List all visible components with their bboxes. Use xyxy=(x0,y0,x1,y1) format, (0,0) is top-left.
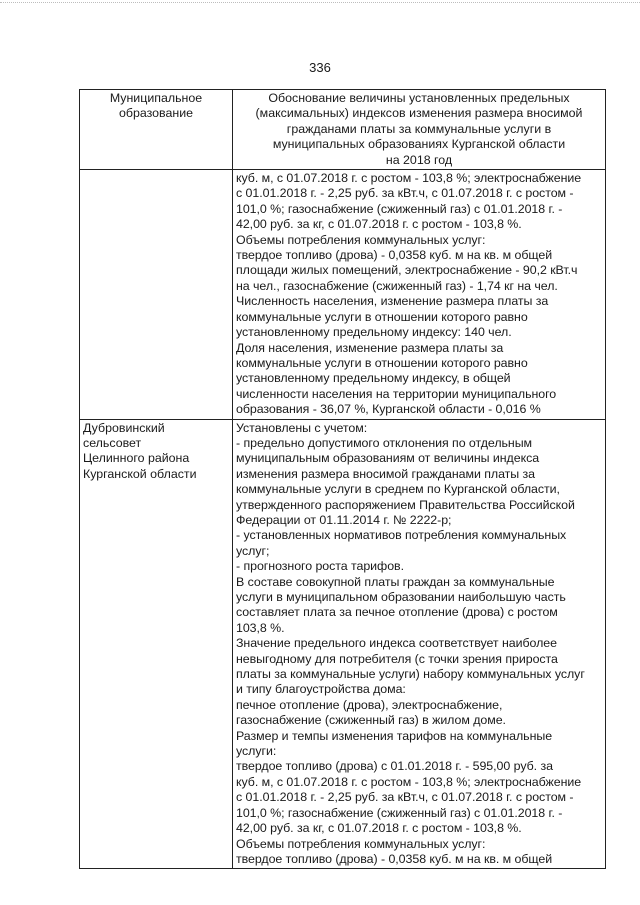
justification-line: - установленных нормативов потребления коммунальных xyxy=(236,528,567,543)
justification-line: площади жилых помещений, электроснабжение - 90,2 кВт.ч xyxy=(236,263,578,278)
justification-line: изменения размера вносимой гражданами платы за xyxy=(236,466,536,481)
justification-line: твердое топливо (дрова) - 0,0358 куб. м на кв. м общей xyxy=(236,248,553,263)
justification-line: 42,00 руб. за кг, с 01.07.2018 г. с ростом - 103,8 %. xyxy=(236,821,522,836)
justification-line: муниципальным образованиям от величины индекса xyxy=(236,451,540,466)
justification-line: составляет плата за печное отопление (дрова) с ростом xyxy=(236,605,558,620)
justification-line: и типу благоустройства дома: xyxy=(236,682,406,697)
justification-line: коммунальные услуги в отношении которого равно xyxy=(236,309,528,324)
justification-line: Объемы потребления коммунальных услуг: xyxy=(236,836,486,851)
header-line: (максимальных) индексов изменения размера вносимой xyxy=(255,106,583,121)
justification-line: коммунальные услуги в среднем по Курганской области, xyxy=(236,482,560,497)
justification-line: установленному предельному индексу: 140 чел. xyxy=(236,325,512,340)
justification-cell xyxy=(233,170,606,420)
justification-line: услуг; xyxy=(236,543,270,558)
municipality-line: Дубровинский xyxy=(83,420,165,435)
justification-line: - прогнозного роста тарифов. xyxy=(236,559,404,574)
justification-line: В составе совокупной платы граждан за коммунальные xyxy=(236,574,555,589)
header-justification xyxy=(233,90,606,170)
header-line: Муниципальное xyxy=(109,91,203,105)
justification-line: услуги в муниципальном образовании наибольшую часть xyxy=(236,590,566,604)
header-municipality xyxy=(80,90,233,170)
justification-line: Доля населения, изменение размера платы за xyxy=(236,340,504,355)
justification-line: куб. м, с 01.07.2018 г. с ростом - 103,8 %; электроснабжение xyxy=(236,774,582,789)
tariff-table xyxy=(79,89,606,869)
justification-line: на чел., газоснабжение (сжиженный газ) - 1,74 кг на чел. xyxy=(236,278,558,293)
header-line: Обоснование величины установленных предельных xyxy=(268,91,570,105)
header-line: образование xyxy=(118,106,194,121)
justification-line: 101,0 %; газоснабжение (сжиженный газ) с 01.01.2018 г. - xyxy=(236,201,563,216)
justification-line: печное отопление (дрова), электроснабжение, xyxy=(236,697,503,712)
header-line: гражданами платы за коммунальные услуги в xyxy=(286,121,552,136)
table-header-row xyxy=(80,90,606,170)
page-number: 336 xyxy=(309,60,331,75)
justification-line: 101,0 %; газоснабжение (сжиженный газ) с 01.01.2018 г. - xyxy=(236,805,563,820)
municipality-line: сельсовет xyxy=(83,435,142,450)
justification-line: твердое топливо (дрова) - 0,0358 куб. м на кв. м общей xyxy=(236,851,553,866)
justification-line: образования - 36,07 %, Курганской области - 0,016 % xyxy=(236,402,541,417)
justification-cell xyxy=(233,419,606,869)
justification-line: установленному предельному индексу, в общей xyxy=(236,371,511,386)
justification-line: невыгодному для потребителя (с точки зрения прироста xyxy=(236,651,558,666)
header-line: на 2018 год xyxy=(385,152,453,167)
table-row xyxy=(80,419,606,869)
scan-edge xyxy=(0,2,640,4)
justification-line: Установлены с учетом: xyxy=(236,420,368,435)
table-row xyxy=(80,170,606,420)
justification-line: численности населения на территории муниципального xyxy=(236,386,557,401)
justification-line: Численность населения, изменение размера платы за xyxy=(236,294,549,309)
justification-line: коммунальные услуги в отношении которого равно xyxy=(236,355,528,370)
page-bottom xyxy=(0,893,640,905)
municipality-cell xyxy=(80,170,233,420)
justification-line: 42,00 руб. за кг, с 01.07.2018 г. с ростом - 103,8 %. xyxy=(236,217,522,232)
justification-line: куб. м, с 01.07.2018 г. с ростом - 103,8 %; электроснабжение xyxy=(236,171,582,186)
justification-line: газоснабжение (сжиженный газ) в жилом доме. xyxy=(236,713,506,728)
municipality-line: Целинного района xyxy=(83,451,190,466)
municipality-line: Курганской области xyxy=(83,466,197,481)
justification-line: с 01.01.2018 г. - 2,25 руб. за кВт.ч, с 01.07.2018 г. с ростом - xyxy=(236,790,574,805)
justification-line: Размер и темпы изменения тарифов на коммунальные xyxy=(236,728,553,743)
justification-line: Федерации от 01.11.2014 г. № 2222-р; xyxy=(236,512,452,527)
justification-line: с 01.01.2018 г. - 2,25 руб. за кВт.ч, с 01.07.2018 г. с ростом - xyxy=(236,186,574,201)
justification-line: Значение предельного индекса соответствует наиболее xyxy=(236,636,557,651)
justification-line: услуги: xyxy=(236,744,277,759)
justification-line: 103,8 %. xyxy=(236,620,285,635)
justification-line: платы за коммунальные услуги) набору коммунальных услуг xyxy=(236,667,585,682)
justification-line: - предельно допустимого отклонения по отдельным xyxy=(236,435,533,450)
header-line: муниципальных образованиях Курганской области xyxy=(272,137,566,152)
justification-line: твердое топливо (дрова) с 01.01.2018 г. - 595,00 руб. за xyxy=(236,759,553,774)
justification-line: утвержденного распоряжением Правительства Российской xyxy=(236,497,575,512)
municipality-cell xyxy=(80,419,233,869)
justification-line: Объемы потребления коммунальных услуг: xyxy=(236,232,486,247)
